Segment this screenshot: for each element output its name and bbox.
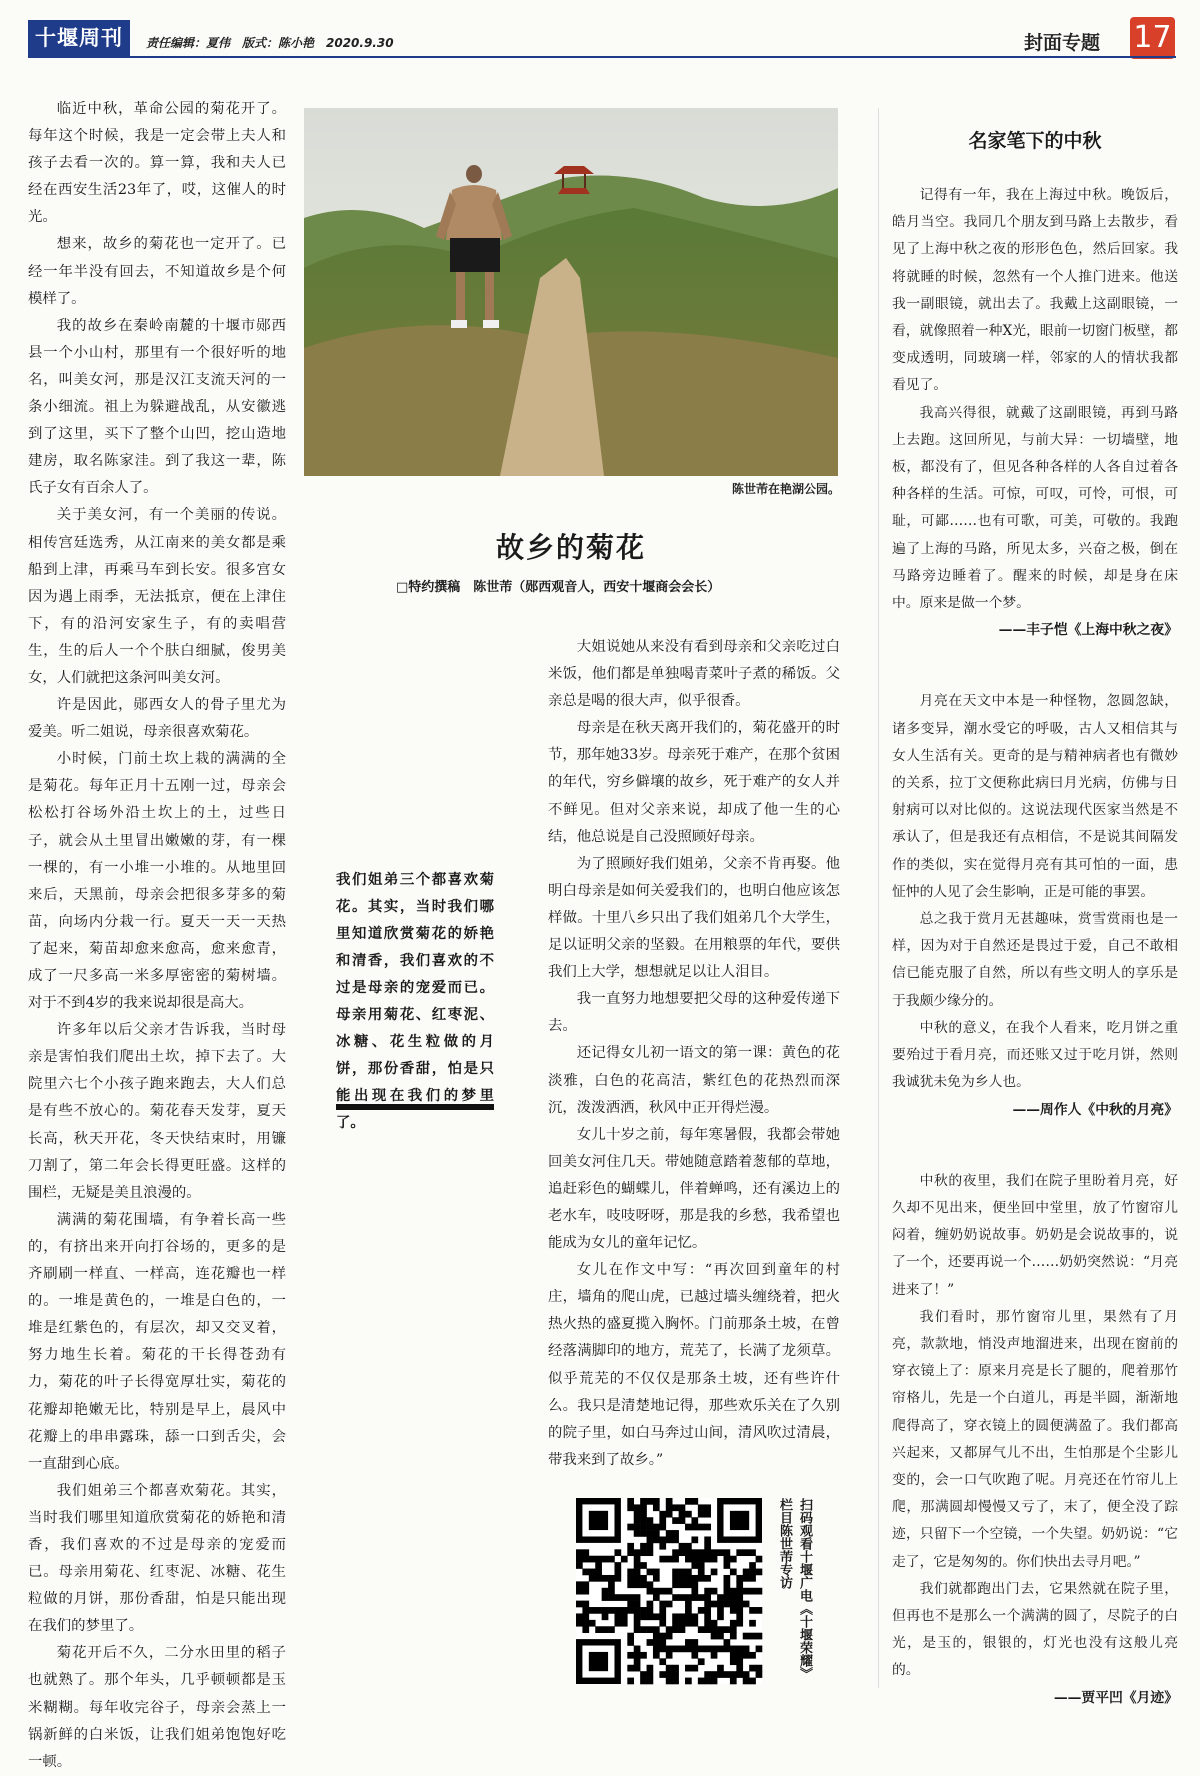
article-paragraph: 满满的菊花围墙，有争着长高一些的，有挤出来开向打谷场的，更多的是齐刷刷一样直、一样高，连花瓣也一样的。一堆是黄色的，一堆是白色的，一堆是红紫色的，有层次，却又交叉着，努力地生长着。菊花的干长得苍劲有力，菊花的叶子长得宽厚壮实，菊花的花瓣却艳嫩无比，特别是早上，晨风中花瓣上的串串露珠，舔一口到舌尖，会一直甜到心底。 <box>28 1211 286 1472</box>
article-left-column <box>28 96 286 1770</box>
article-paragraph: 为了照顾好我们姐弟，父亲不肯再娶。他明白母亲是如何关爱我们的，也明白他应该怎样做。十里八乡只出了我们姐弟几个大学生，足以证明父亲的坚毅。在用粮票的年代，要供我们上大学，想想就足以让人泪目。 <box>548 855 840 981</box>
article-paragraph: 女儿在作文中写：“再次回到童年的村庄，墙角的爬山虎，已越过墙头缠绕着，把火热火热的盛夏揽入胸怀。门前那条土坡，在曾经落满脚印的地方，荒芜了，长满了龙须草。似乎荒芜的不仅仅是那条土坡，还有些许什么。我只是清楚地记得，那些欢乐关在了久别的院子里，如白马奔过山间，清风吹过清晨，带我来到了故乡。” <box>548 1262 840 1468</box>
pull-quote: 我们姐弟三个都喜欢菊花。其实，当时我们哪里知道欣赏菊花的娇艳和清香，我们喜欢的不过是母亲的宠爱而已。母亲用菊花、红枣泥、冰糖、花生粒做的月饼，那份香甜，怕是只能出现在我们的梦里了。 <box>336 871 494 1131</box>
author-line: □特约撰稿 陈世芾（郧西观音人，西安十堰商会会长） <box>396 580 721 595</box>
article-paragraph: 关于美女河，有一个美丽的传说。相传宫廷选秀，从江南来的美女都是乘船到上津，再乘马车到长安。很多宫女因为遇上雨季，无法抵京，便在上津住下，有的沿河安家生子，有的卖唱营生，生的后人一个个肤白细腻，俊男美女，人们就把这条河叫美女河。 <box>28 507 286 686</box>
article-title: 故乡的菊花 <box>495 531 646 564</box>
article-paragraph: 临近中秋，革命公园的菊花开了。每年这个时候，我是一定会带上夫人和孩子去看一次的。算一算，我和夫人已经在西安生活23年了，哎，这催人的时光。 <box>28 101 286 226</box>
excerpt-byline: ——周作人《中秋的月亮》 <box>1012 1101 1178 1118</box>
header-rule <box>28 56 1176 58</box>
article-paragraph: 我一直努力地想要把父母的这种爱传递下去。 <box>548 991 840 1035</box>
article-paragraph: 许是因此，郧西女人的骨子里尤为爱美。听二姐说，母亲很喜欢菊花。 <box>28 697 286 741</box>
article-paragraph: 想来，故乡的菊花也一定开了。已经一年半没有回去，不知道故乡是个何模样了。 <box>28 236 286 307</box>
article-paragraph: 我的故乡在秦岭南麓的十堰市郧西县一个小山村，那里有一个很好听的地名，叫美女河，那是汉江支流天河的一条小细流。祖上为躲避战乱，从安徽逃到了这里，买下了整个山凹，挖山造地建房，取名陈家洼。到了我这一辈，陈氏子女有百余人了。 <box>28 317 286 497</box>
article-paragraph: 我们姐弟三个都喜欢菊花。其实，当时我们哪里知道欣赏菊花的娇艳和清香，我们喜欢的不过是母亲的宠爱而已。母亲用菊花、红枣泥、冰糖、花生粒做的月饼，那份香甜，怕是只能出现在我们的梦里了。 <box>28 1482 286 1635</box>
excerpt-paragraph: 中秋的夜里，我们在院子里盼着月亮，好久却不见出来，便坐回中堂里，放了竹窗帘儿闷着，缠奶奶说故事。奶奶是会说故事的，说了一个，还要再说一个……奶奶突然说：“月亮进来了！” <box>892 1172 1178 1298</box>
article-paragraph: 菊花开后不久，二分水田里的稻子也就熟了。那个年头，几乎顿顿都是玉米糊糊。每年收完谷子，母亲会蒸上一锅新鲜的白米饭，让我们姐弟饱饱好吃一顿。 <box>28 1645 286 1770</box>
masthead: 十堰周刊 <box>28 20 130 56</box>
excerpt-paragraph: 我们看时，那竹窗帘儿里，果然有了月亮，款款地，悄没声地溜进来，出现在窗前的穿衣镜上了：原来月亮是长了腿的，爬着那竹帘格儿，先是一个白道儿，再是半圆，渐渐地爬得高了，穿衣镜上的圆便满盈了。我们都高兴起来，又都屏气儿不出，生怕那是个尘影儿变的，会一口气吹跑了呢。月亮还在竹帘儿上爬，那满圆却慢慢又亏了，末了，便全没了踪迹，只留下一个空镜，一个失望。奶奶说：“它走了，它是匆匆的。你们快出去寻月吧。” <box>892 1308 1178 1570</box>
sidebar-excerpts <box>892 182 1178 1706</box>
excerpt-paragraph: 中秋的意义，在我个人看来，吃月饼之重要殆过于看月亮，而还账又过于吃月饼，然则我诚犹未免为乡人也。 <box>892 1019 1178 1091</box>
excerpt-paragraph: 我们就都跑出门去，它果然就在院子里，但再也不是那么一个满满的圆了，尽院子的白光，是玉的，银银的，灯光也没有这般儿亮的。 <box>892 1580 1178 1679</box>
excerpt-paragraph: 月亮在天文中本是一种怪物，忽圆忽缺，诸多变异，潮水受它的呼吸，古人又相信其与女人生活有关。更奇的是与精神病者也有微妙的关系，拉丁文便称此病曰月光病，仿佛与日射病可以对比似的。这说法现代医家当然是不承认了，但是我还有点相信，不是说其间隔发作的类似，实在觉得月亮有其可怕的一面，患怔忡的人见了会生影响，正是可能的事罢。 <box>892 693 1178 900</box>
section-name: 封面专题 <box>1024 32 1101 54</box>
qr-code[interactable] <box>576 1498 762 1684</box>
article-paragraph: 母亲是在秋天离开我们的，菊花盛开的时节，那年她33岁。母亲死于难产，在那个贫困的年代，穷乡僻壤的故乡，死于难产的女人并不鲜见。但对父亲来说，却成了他一生的心结，他总说是自己没照顾好母亲。 <box>548 720 840 845</box>
article-paragraph: 小时候，门前土坎上栽的满满的全是菊花。每年正月十五刚一过，母亲会松松打谷场外沿土坎上的土，过些日子，就会从土里冒出嫩嫩的芽，有一棵一棵的，有一小堆一小堆的。从地里回来后，天黑前，母亲会把很多芽多的菊苗，向场内分栽一行。夏天一天一天热了起来，菊苗却愈来愈高，愈来愈青，成了一尺多高一米多厚密密的菊树墙。对于不到4岁的我来说却很是高大。 <box>28 751 286 1012</box>
article-paragraph: 还记得女儿初一语文的第一课：黄色的花淡雅，白色的花高洁，紫红色的花热烈而深沉，泼泼洒洒，秋风中正开得烂漫。 <box>548 1045 840 1116</box>
article-paragraph: 女儿十岁之前，每年寒暑假，我都会带她回美女河住几天。带她随意踏着葱郁的草地，追赶彩色的蝴蝶儿，伴着蝉鸣，还有溪边上的老水车，吱吱呀呀，那是我的乡愁，我希望也能成为女儿的童年记忆。 <box>548 1126 840 1252</box>
pull-quote-rule <box>336 1104 494 1110</box>
sidebar-title: 名家笔下的中秋 <box>968 130 1102 152</box>
excerpt-byline: ——贾平凹《月迹》 <box>1053 1689 1178 1706</box>
column-divider <box>878 108 879 1688</box>
excerpt-paragraph: 总之我于赏月无甚趣味，赏雪赏雨也是一样，因为对于自然还是畏过于爱，自己不敢相信已能克服了自然，所以有些文明人的享乐是于我颇少缘分的。 <box>892 911 1178 1009</box>
article-middle-column <box>548 634 840 1479</box>
article-paragraph: 大姐说她从来没有看到母亲和父亲吃过白米饭，他们都是单独喝青菜叶子煮的稀饭。父亲总是喝的很大声，似乎很香。 <box>548 639 840 710</box>
excerpt-byline: ——丰子恺《上海中秋之夜》 <box>998 622 1178 639</box>
photo-caption: 陈世芾在艳湖公园。 <box>731 482 840 496</box>
excerpt-paragraph: 记得有一年，我在上海过中秋。晚饭后，皓月当空。我同几个朋友到马路上去散步，看见了上海中秋之夜的形形色色，然后回家。我将就睡的时候，忽然有一个人推门进来。他送我一副眼镜，就出去了。我戴上这副眼镜，一看，就像照着一种X光，眼前一切窗门板壁，都变成透明，同玻璃一样，邻家的人的情状我都看见了。 <box>892 187 1178 394</box>
excerpt-paragraph: 我高兴得很，就戴了这副眼镜，再到马路上去跑。这回所见，与前大异：一切墙壁，地板，都没有了，但见各种各样的人各自过着各种各样的生活。可惊，可叹，可怜，可恨，可耻，可鄙……也有可歌，可美，可敬的。我跑遍了上海的马路，所见太多，兴奋之极，倒在马路旁边睡着了。醒来的时候，却是身在床中。原来是做一个梦。 <box>892 404 1178 612</box>
page-number: 17 <box>1130 17 1175 59</box>
author-photo <box>304 108 838 476</box>
article-paragraph: 许多年以后父亲才告诉我，当时母亲是害怕我们爬出土坎，掉下去了。大院里六七个小孩子跑来跑去，大人们总是有些不放心的。菊花春天发芽，夏天长高，秋天开花，冬天快结束时，用镰刀割了，第二年会长得更旺盛。这样的围栏，无疑是美且浪漫的。 <box>28 1022 286 1201</box>
qr-label: 扫码观看十堰广电《十堰荣耀》栏目陈世芾专访 <box>777 1498 812 1680</box>
editor-credits: 责任编辑：夏伟 版式：陈小艳 2020.9.30 <box>146 36 394 50</box>
